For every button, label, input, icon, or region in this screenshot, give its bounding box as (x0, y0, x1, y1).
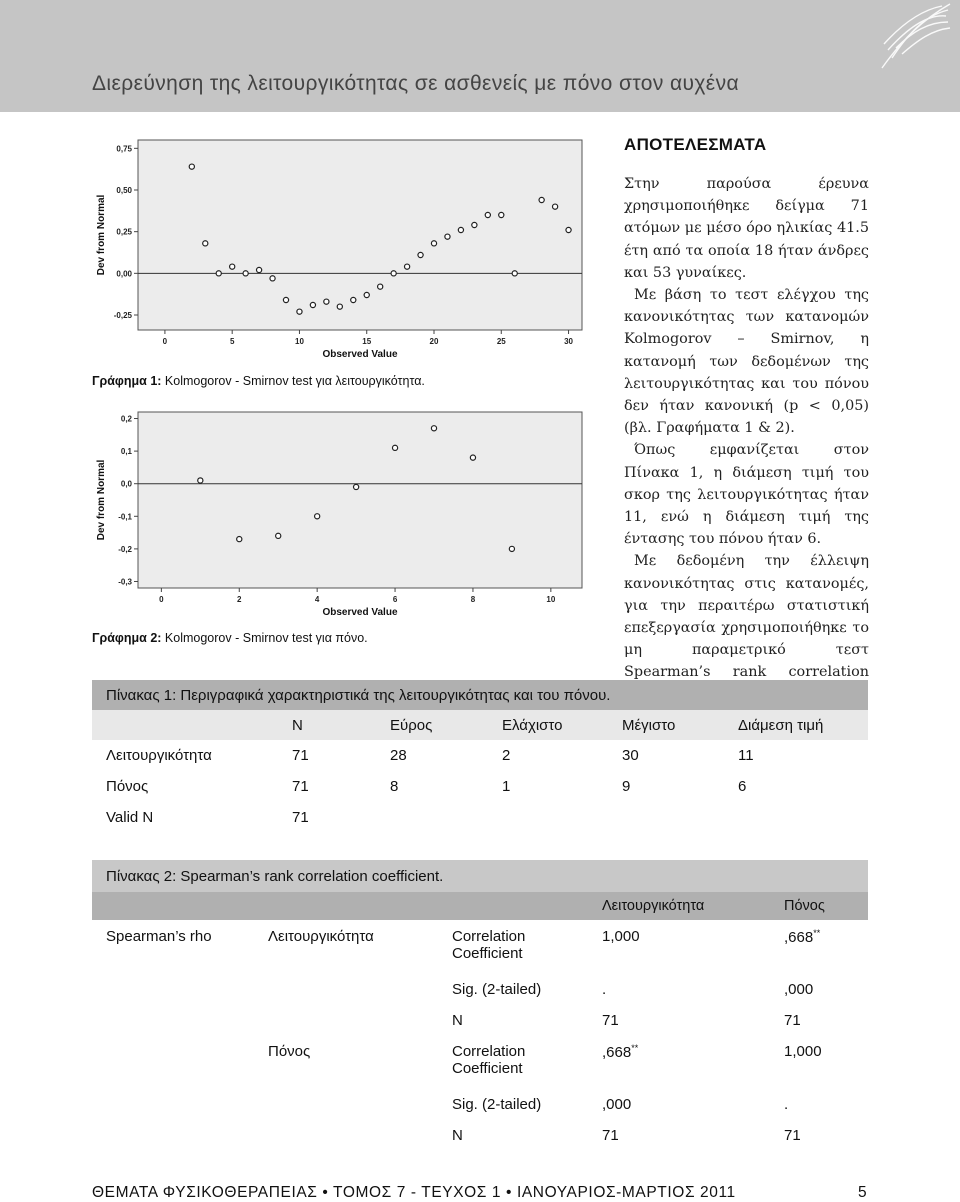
data-point (276, 533, 281, 538)
y-tick-label: -0,3 (118, 577, 132, 587)
table-row (92, 1119, 868, 1150)
data-point (351, 297, 356, 302)
table-2-header (438, 892, 588, 920)
y-tick-label: 0,1 (120, 447, 132, 457)
data-point (485, 212, 490, 217)
data-point (470, 455, 475, 460)
results-paragraph: Με βάση το τεστ ελέγχου της κανονικότητας των κατανομών Kolmogorov – Smirnov, η κατανομή των δεδομένων της λειτουργικότητας και του πόνου δεν ήταν κανονική (p < 0,05) (βλ. Γραφήματα 1 & 2). (624, 287, 869, 437)
table-cell: 9 (622, 778, 631, 795)
data-point (256, 267, 261, 272)
table-1-header: Εύρος (376, 710, 488, 740)
table-1-header: Ελάχιστο (488, 710, 608, 740)
table-cell: 1 (502, 778, 511, 795)
x-tick-label: 6 (392, 595, 398, 604)
data-point (237, 537, 242, 542)
data-point (392, 445, 397, 450)
cell-value: ,668 (784, 929, 814, 946)
x-tick-label: 10 (295, 337, 304, 346)
x-tick-label: 5 (229, 337, 235, 346)
y-axis-label: Dev from Normal (96, 459, 107, 541)
y-tick-label: 0,2 (120, 414, 132, 424)
table-cell: 11 (738, 747, 754, 764)
data-point (230, 264, 235, 269)
data-point (310, 302, 315, 307)
x-tick-label: 30 (564, 337, 573, 346)
x-tick-label: 0 (162, 337, 168, 346)
data-point (431, 426, 436, 431)
table-cell: Spearman’s rho (106, 928, 212, 945)
table-cell (92, 973, 254, 1004)
table-2 (92, 860, 868, 1150)
table-cell: . (784, 1096, 789, 1113)
data-point (324, 299, 329, 304)
table-cell (92, 1088, 254, 1119)
data-point (509, 546, 514, 551)
data-point (552, 204, 557, 209)
table-cell: ,000 (602, 1096, 632, 1113)
table-cell (254, 1088, 438, 1119)
table-2-caption-row (92, 860, 868, 892)
table-1-header: Διάμεση τιμή (724, 710, 868, 740)
table-1-caption: Πίνακας 1: Περιγραφικά χαρακτηριστικά της λειτουργικότητας και του πόνου. (92, 680, 868, 710)
table-cell: Πόνος (106, 778, 149, 795)
x-tick-label: 20 (429, 337, 439, 346)
data-point (512, 271, 517, 276)
table-cell (254, 1004, 438, 1035)
x-axis-label: Observed Value (322, 349, 398, 360)
figure-2-caption-text: Kolmogorov - Smirnov test για πόνο. (164, 631, 368, 645)
results-paragraph: Στην παρούσα έρευνα χρησιμοποιήθηκε δείγμα 71 ατόμων με μέσο όρο ηλικίας 41.5 έτη από τα οποία 18 ήταν άνδρες και 53 γυναίκες. (624, 176, 869, 281)
table-cell (438, 920, 588, 973)
table-cell: 2 (502, 747, 511, 764)
table-cell: 71 (292, 809, 309, 826)
x-tick-label: 4 (314, 595, 320, 604)
table-2-header: Λειτουργικότητα (588, 892, 770, 920)
data-point (354, 484, 359, 489)
table-2-header (92, 892, 254, 920)
table-row (92, 1088, 868, 1119)
data-point (472, 222, 477, 227)
cc-label-line2: Coefficient (452, 1060, 523, 1077)
data-point (499, 212, 504, 217)
table-cell: N (452, 1012, 463, 1029)
data-point (297, 309, 302, 314)
footer-journal: ΘΕΜΑΤΑ ΦΥΣΙΚΟΘΕΡΑΠΕΙΑΣ • ΤΟΜΟΣ 7 - ΤΕΥΧΟΣ 1 • ΙΑΝΟΥΑΡΙΟΣ-ΜΑΡΤΙΟΣ 2011 (92, 1184, 736, 1201)
table-row (92, 771, 868, 802)
data-point (391, 271, 396, 276)
results-section (624, 135, 869, 706)
table-cell: 1,000 (602, 928, 640, 945)
table-cell: Λειτουργικότητα (268, 928, 374, 945)
results-paragraph: Όπως εμφανίζεται στον Πίνακα 1, η διάμεση τιμή του σκορ της λειτουργικότητας ήταν 11, ενώ η διάμεση τιμή της έντασης του πόνου ήταν 6. (624, 442, 869, 548)
table-cell (92, 1119, 254, 1150)
table-cell: Πόνος (268, 1043, 311, 1060)
table-cell (438, 1035, 588, 1088)
table-1-header (92, 710, 278, 740)
table-cell: 8 (390, 778, 399, 795)
data-point (315, 514, 320, 519)
cc-label-line1: Correlation (452, 928, 526, 945)
x-tick-label: 25 (496, 337, 506, 346)
table-cell: 71 (602, 1127, 619, 1144)
y-tick-label: -0,2 (118, 544, 132, 554)
y-tick-label: -0,1 (118, 512, 132, 522)
data-point (404, 264, 409, 269)
table-1 (92, 680, 868, 833)
x-tick-label: 10 (546, 595, 556, 604)
results-paragraph: Με δεδομένη την έλλειψη κανονικότητας στις κατανομές, για την περαιτέρω στατιστική επεξεργασία χρησιμοποιήθηκε το μη παραμετρικό τεστ Spearman’s rank correlation (624, 553, 869, 681)
data-point (539, 197, 544, 202)
data-point (203, 241, 208, 246)
table-cell (92, 1035, 254, 1088)
cc-label-line2: Coefficient (452, 945, 523, 962)
data-point (243, 271, 248, 276)
data-point (364, 292, 369, 297)
data-point (283, 297, 288, 302)
table-1-header: Μέγιστο (608, 710, 724, 740)
table-cell: 71 (602, 1012, 619, 1029)
table-row (92, 1004, 868, 1035)
table-cell (92, 1004, 254, 1035)
data-point (418, 252, 423, 257)
table-1-caption-row (92, 680, 868, 710)
table-cell (254, 973, 438, 1004)
y-tick-label: 0,00 (116, 269, 132, 279)
table-cell: 1,000 (784, 1043, 822, 1060)
table-1-header: Ν (278, 710, 376, 740)
figure-1-caption (92, 374, 425, 388)
table-cell: 28 (390, 747, 407, 764)
table-2-header (254, 892, 438, 920)
table-2-header: Πόνος (770, 892, 868, 920)
table-cell: ,000 (784, 981, 814, 998)
y-tick-label: 0,50 (116, 186, 132, 195)
table-cell (724, 802, 868, 833)
data-point (198, 478, 203, 483)
significance-mark: ** (631, 1043, 639, 1053)
data-point (431, 241, 436, 246)
figure-2-caption (92, 631, 368, 645)
table-cell: 71 (784, 1127, 801, 1144)
table-cell: Sig. (2-tailed) (452, 1096, 542, 1113)
page-number: 5 (858, 1184, 867, 1201)
y-tick-label: 0,75 (116, 144, 132, 154)
x-tick-label: 0 (159, 595, 164, 604)
y-axis-label: Dev from Normal (96, 194, 107, 276)
cc-label-line1: Correlation (452, 1043, 526, 1060)
table-cell (770, 920, 868, 973)
table-2-header-row (92, 892, 868, 920)
table-cell: Sig. (2-tailed) (452, 981, 542, 998)
results-heading: ΑΠΟΤΕΛΕΣΜΑΤΑ (624, 135, 767, 154)
chart-1 (92, 136, 592, 368)
data-point (445, 234, 450, 239)
table-row (92, 920, 868, 973)
figure-1-caption-text: Kolmogorov - Smirnov test για λειτουργικότητα. (164, 374, 425, 388)
table-cell: N (452, 1127, 463, 1144)
table-row (92, 802, 868, 833)
table-cell (254, 1119, 438, 1150)
table-row (92, 740, 868, 771)
y-tick-label: 0,25 (116, 227, 132, 237)
table-row (92, 1035, 868, 1088)
x-axis-label: Observed Value (322, 607, 398, 618)
table-cell: 6 (738, 778, 747, 795)
table-cell (608, 802, 724, 833)
table-cell: 71 (784, 1012, 801, 1029)
table-cell (488, 802, 608, 833)
table-row (92, 973, 868, 1004)
data-point (270, 276, 275, 281)
table-cell: . (602, 981, 607, 998)
table-cell: Valid N (106, 809, 154, 826)
cell-value: ,668 (602, 1044, 632, 1061)
running-title: Διερεύνηση της λειτουργικότητας σε ασθενείς με πόνο στον αυχένα (92, 72, 740, 95)
feather-logo-icon (862, 0, 952, 70)
y-tick-label: 0,0 (120, 479, 132, 489)
table-1-header-row (92, 710, 868, 740)
table-cell (376, 802, 488, 833)
table-2-caption: Πίνακας 2: Spearman’s rank correlation coefficient. (92, 860, 868, 892)
table-cell: 71 (292, 778, 309, 795)
table-cell: 30 (622, 747, 639, 764)
x-tick-label: 15 (362, 337, 372, 346)
data-point (458, 227, 463, 232)
figure-2-caption-label: Γράφημα 2: (92, 631, 162, 645)
table-cell: Λειτουργικότητα (106, 747, 212, 764)
data-point (216, 271, 221, 276)
figure-1-caption-label: Γράφημα 1: (92, 374, 162, 388)
table-cell (588, 1035, 770, 1088)
data-point (378, 284, 383, 289)
data-point (337, 304, 342, 309)
table-cell: 71 (292, 747, 309, 764)
figure-2 (92, 408, 592, 650)
data-point (189, 164, 194, 169)
data-point (566, 227, 571, 232)
y-tick-label: -0,25 (113, 311, 132, 320)
plot-area (138, 412, 582, 588)
x-tick-label: 2 (237, 595, 242, 604)
significance-mark: ** (813, 928, 821, 938)
chart-2 (92, 408, 592, 626)
x-tick-label: 8 (470, 595, 476, 604)
figure-1 (92, 136, 592, 378)
plot-area (138, 140, 582, 330)
